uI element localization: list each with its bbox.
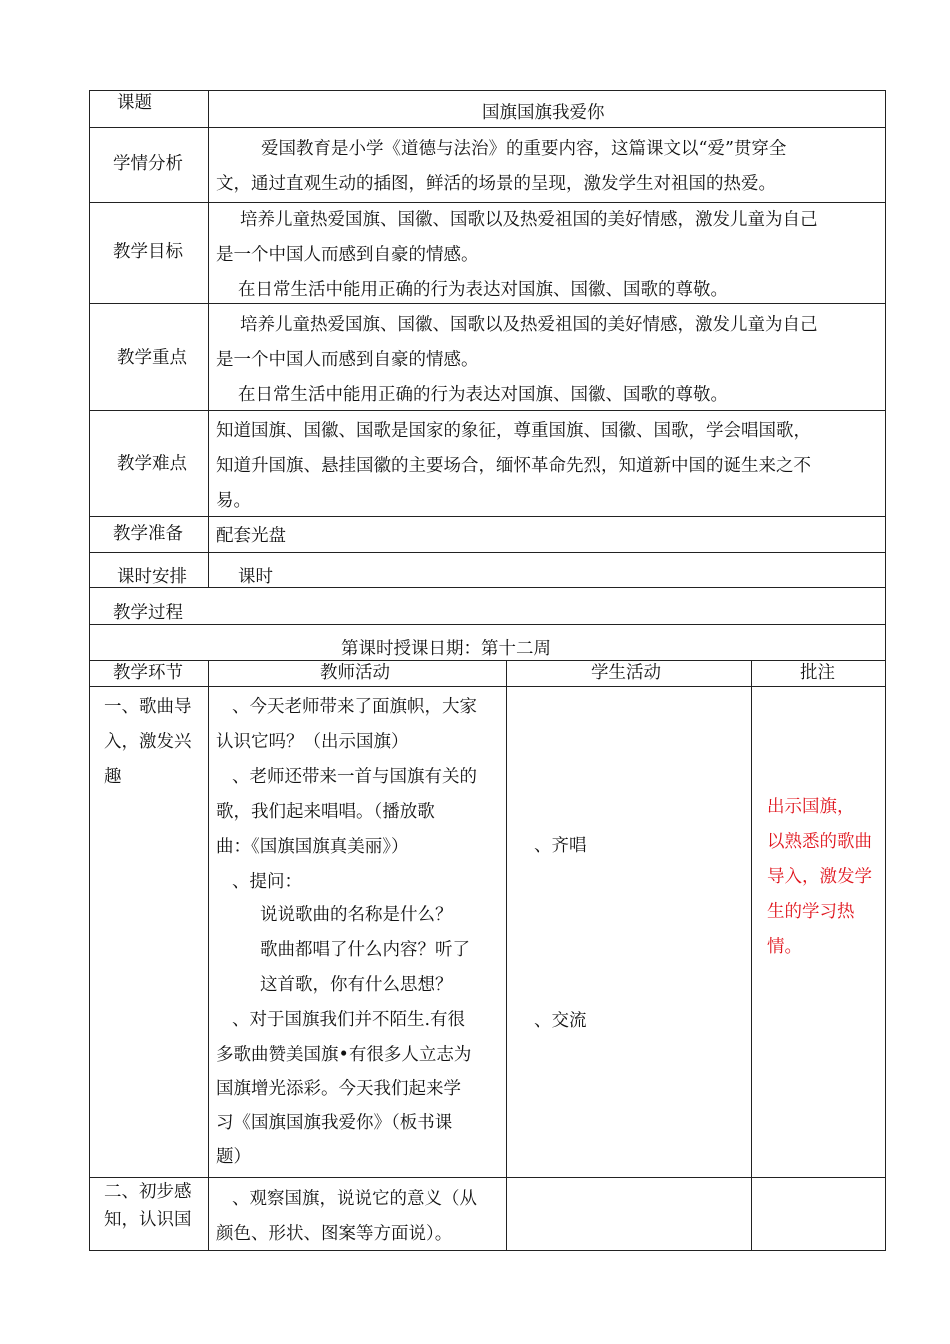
keypoints-line: 是一个中国人而感到自豪的情感。 xyxy=(216,350,479,370)
table-border xyxy=(89,587,886,588)
objectives-line: 培养儿童热爱国旗、国徽、国歌以及热爱祖国的美好情感，激发儿童为自己 xyxy=(240,210,818,230)
teacher-line: 、今天老师带来了面旗帜，大家 xyxy=(232,697,477,717)
stage-line: 知，认识国 xyxy=(104,1210,192,1230)
column-header-note: 批注 xyxy=(800,663,835,683)
teacher-line: 歌，我们起来唱唱。（播放歌 xyxy=(216,802,435,822)
column-header-teacher: 教师活动 xyxy=(320,663,390,683)
annotation-line: 生的学习热 xyxy=(767,902,855,922)
objectives-line: 在日常生活中能用正确的行为表达对国旗、国徽、国歌的尊敬。 xyxy=(238,280,728,300)
column-header-student: 学生活动 xyxy=(591,663,661,683)
teacher-line: 歌曲都唱了什么内容？听了 xyxy=(260,940,470,960)
difficulties-line: 知道国旗、国徽、国歌是国家的象征，尊重国旗、国徽、国歌，学会唱国歌， xyxy=(216,421,811,441)
table-border xyxy=(89,90,886,91)
teacher-line: 、观察国旗，说说它的意义（从 xyxy=(232,1189,477,1209)
stage-line: 趣 xyxy=(104,767,122,787)
stage-line: 二、初步感 xyxy=(104,1182,192,1202)
analysis-label: 学情分析 xyxy=(113,154,183,174)
stage-line: 一、歌曲导 xyxy=(104,697,192,717)
keypoints-label: 教学重点 xyxy=(117,348,187,368)
annotation-line: 情。 xyxy=(767,937,802,957)
table-border xyxy=(885,90,886,1251)
annotation-line: 出示国旗， xyxy=(767,797,855,817)
annotation-line: 以熟悉的歌曲 xyxy=(767,832,872,852)
student-line: 、齐唱 xyxy=(534,836,587,856)
table-border xyxy=(208,660,209,1251)
stage-line: 入，激发兴 xyxy=(104,732,192,752)
table-border xyxy=(89,90,90,1251)
lesson-title: 国旗国旗我爱你 xyxy=(482,103,605,123)
objectives-label: 教学目标 xyxy=(113,242,183,262)
teacher-line: 这首歌，你有什么思想？ xyxy=(260,975,453,995)
teacher-line: 题） xyxy=(216,1147,251,1167)
table-border xyxy=(751,660,752,1251)
table-border xyxy=(89,552,886,553)
teacher-line: 、老师还带来一首与国旗有关的 xyxy=(232,767,477,787)
analysis-line: 文，通过直观生动的插图，鲜活的场景的呈现，激发学生对祖国的热爱。 xyxy=(216,174,776,194)
table-border xyxy=(89,516,886,517)
column-header-stage: 教学环节 xyxy=(113,663,183,683)
schedule-label: 课时安排 xyxy=(117,567,187,587)
difficulties-line: 知道升国旗、悬挂国徽的主要场合，缅怀革命先烈，知道新中国的诞生来之不 xyxy=(216,456,811,476)
teacher-line: 、对于国旗我们并不陌生.有很 xyxy=(232,1010,466,1030)
schedule-value: 课时 xyxy=(238,567,273,587)
teacher-line: 曲：《国旗国旗真美丽》） xyxy=(216,837,409,857)
teacher-line: 颜色、形状、图案等方面说）。 xyxy=(216,1224,453,1244)
teacher-line: 习《国旗国旗我爱你》（板书课 xyxy=(216,1113,453,1133)
table-border xyxy=(506,660,507,1251)
teacher-line: 多歌曲赞美国旗•有很多人立志为 xyxy=(216,1045,472,1065)
process-label: 教学过程 xyxy=(113,603,183,623)
student-line: 、交流 xyxy=(534,1011,587,1031)
objectives-line: 是一个中国人而感到自豪的情感。 xyxy=(216,245,479,265)
table-border xyxy=(208,90,209,587)
analysis-line: 爱国教育是小学《道德与法治》的重要内容，这篇课文以“爱”贯穿全 xyxy=(261,139,787,159)
title-label: 课题 xyxy=(117,93,152,113)
teacher-line: 认识它吗？（出示国旗） xyxy=(216,732,409,752)
teacher-line: 国旗增光添彩。今天我们起来学 xyxy=(216,1079,461,1099)
keypoints-line: 培养儿童热爱国旗、国徽、国歌以及热爱祖国的美好情感，激发儿童为自己 xyxy=(240,315,818,335)
session-line: 第课时授课日期：第十二周 xyxy=(341,639,551,659)
preparation-label: 教学准备 xyxy=(113,524,183,544)
teacher-line: 、提问： xyxy=(232,872,302,892)
keypoints-line: 在日常生活中能用正确的行为表达对国旗、国徽、国歌的尊敬。 xyxy=(238,385,728,405)
annotation-line: 导入，激发学 xyxy=(767,867,872,887)
teacher-line: 说说歌曲的名称是什么？ xyxy=(260,905,453,925)
preparation-value: 配套光盘 xyxy=(216,526,286,546)
difficulties-line: 易。 xyxy=(216,491,251,511)
table-border xyxy=(89,624,886,625)
difficulties-label: 教学难点 xyxy=(117,454,187,474)
